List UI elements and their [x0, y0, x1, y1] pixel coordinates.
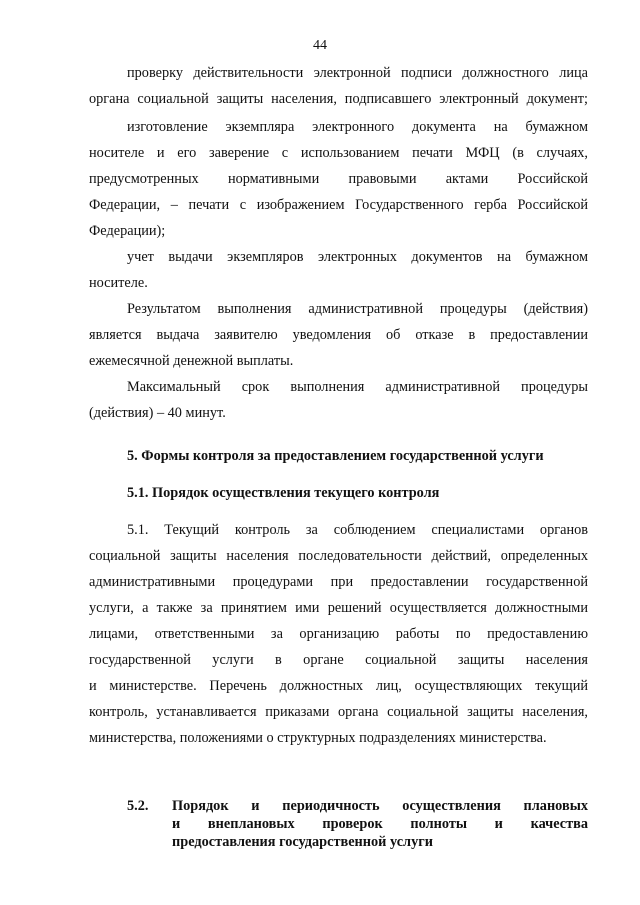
subsection-number: 5.2.	[127, 798, 149, 814]
text-line: социальной защиты населения последовательности действий, определенных	[89, 548, 588, 564]
text-line: (действия) – 40 минут.	[89, 405, 226, 421]
text-line: является выдача заявителю уведомления об отказе в предоставлении	[89, 327, 588, 343]
text-line: министерства, положениями о структурных подразделениях министерства.	[89, 730, 547, 746]
text-line: лицами, ответственными за организацию работы по предоставлению	[89, 626, 588, 642]
text-line: проверку действительности электронной подписи должностного лица	[127, 65, 588, 81]
section-heading: 5. Формы контроля за предоставлением государственной услуги	[127, 448, 544, 464]
text-line: Федерации, – печати с изображением Государственного герба Российской	[89, 197, 588, 213]
text-line: носителе.	[89, 275, 148, 291]
text-line: услуги, а также за принятием ими решений осуществляется должностными	[89, 600, 588, 616]
text-line: административными процедурами при предоставлении государственной	[89, 574, 588, 590]
text-line: Федерации);	[89, 223, 166, 239]
text-line: государственной услуги в органе социальной защиты населения	[89, 652, 588, 668]
page-number: 44	[313, 38, 327, 53]
subsection-heading-line: и внеплановых проверок полноты и качества	[172, 816, 588, 832]
text-line: контроль, устанавливается приказами органа социальной защиты населения,	[89, 704, 588, 720]
text-line: предусмотренных нормативными правовыми актами Российской	[89, 171, 588, 187]
text-line: и министерстве. Перечень должностных лиц, осуществляющих текущий	[89, 678, 588, 694]
subsection-heading-line: предоставления государственной услуги	[172, 834, 433, 850]
text-line: ежемесячной денежной выплаты.	[89, 353, 294, 369]
text-line: органа социальной защиты населения, подписавшего электронный документ;	[89, 91, 588, 107]
text-line: учет выдачи экземпляров электронных документов на бумажном	[127, 249, 588, 265]
text-line: Максимальный срок выполнения административной процедуры	[127, 379, 588, 395]
text-line: Результатом выполнения административной процедуры (действия)	[127, 301, 588, 317]
text-line: носителе и его заверение с использованием печати МФЦ (в случаях,	[89, 145, 588, 161]
text-line: изготовление экземпляра электронного документа на бумажном	[127, 119, 588, 135]
text-line: 5.1. Текущий контроль за соблюдением специалистами органов	[127, 522, 588, 538]
subsection-heading-line: Порядок и периодичность осуществления плановых	[172, 798, 588, 814]
subsection-heading: 5.1. Порядок осуществления текущего контроля	[127, 485, 440, 501]
